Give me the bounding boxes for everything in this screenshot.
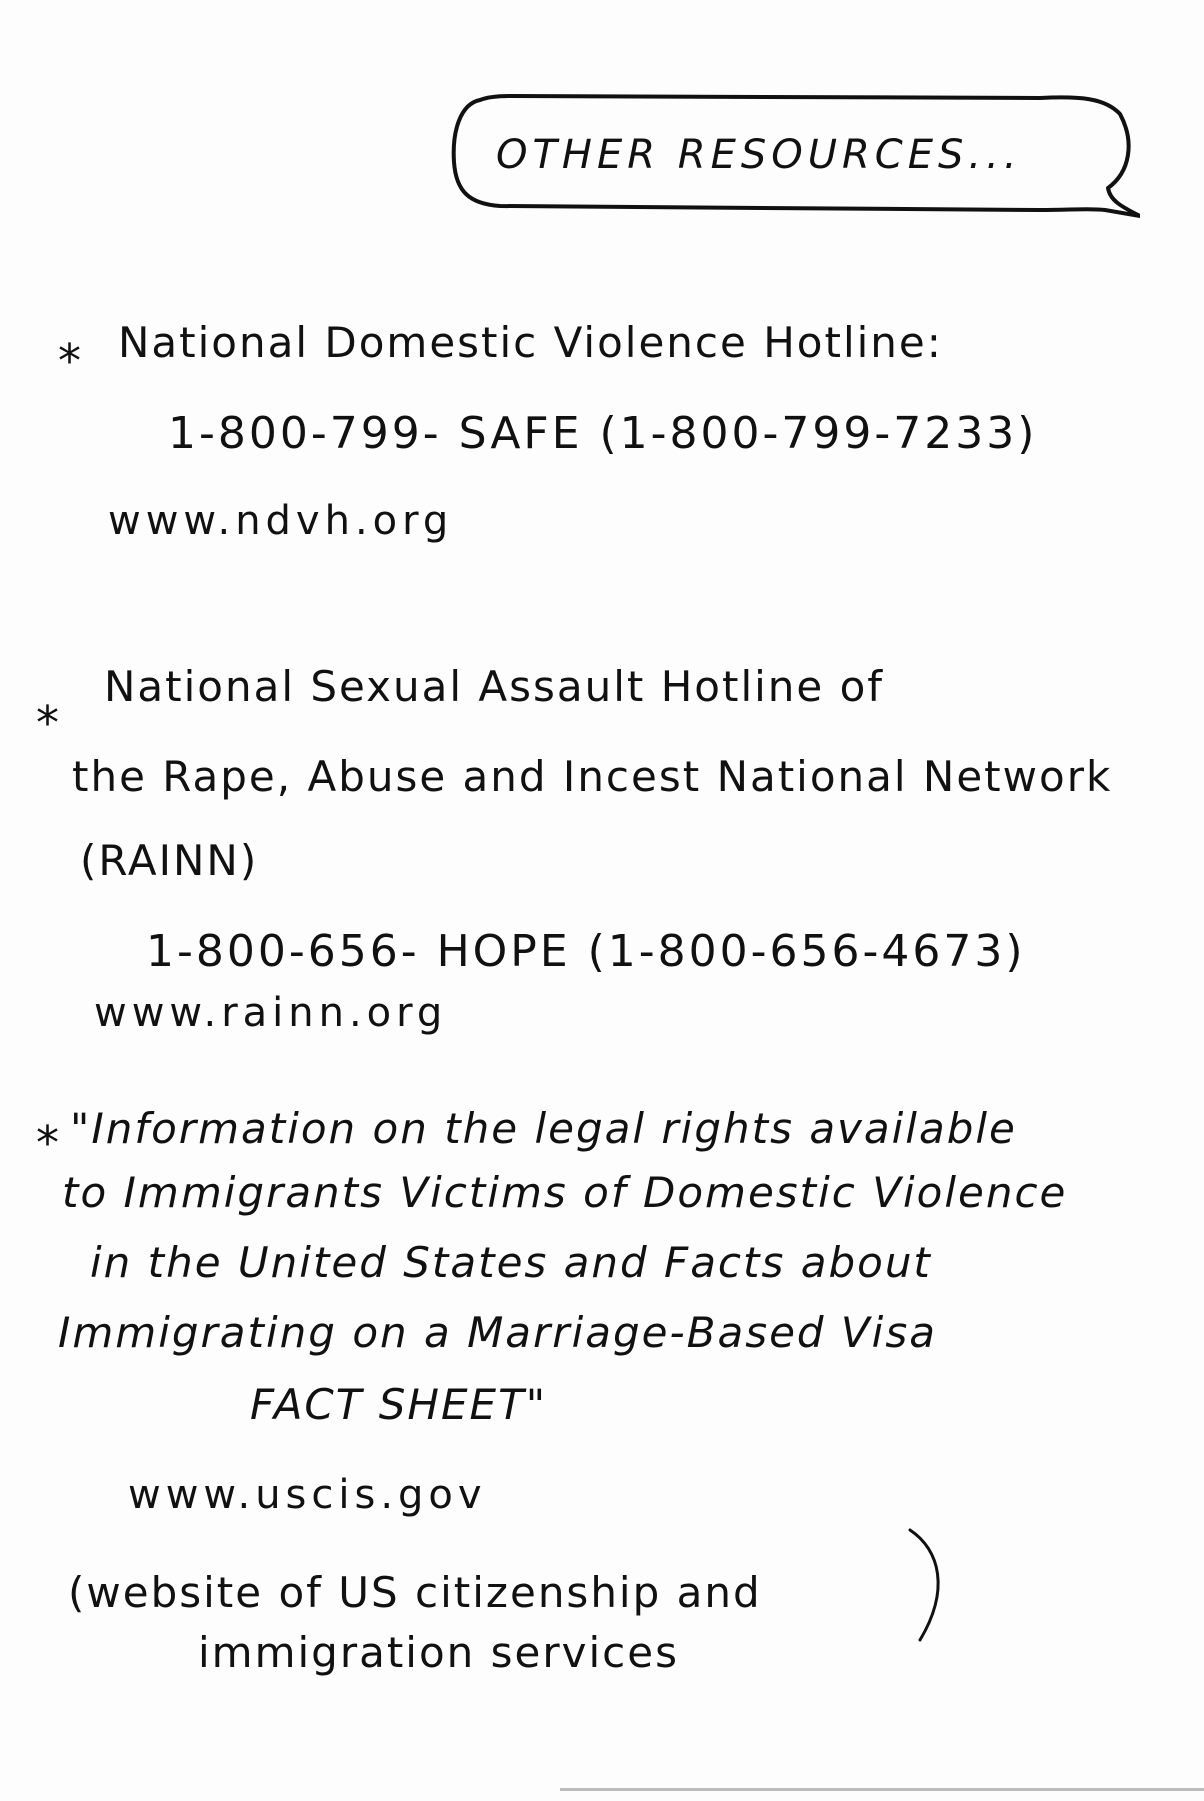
bullet-star-icon: *: [36, 1116, 59, 1170]
resource-3-title-line-1: "Information on the legal rights available: [70, 1104, 1017, 1153]
resource-2-title-line-3: (RAINN): [80, 836, 259, 885]
bullet-star-icon: *: [36, 696, 59, 750]
resource-3-title-line-3: in the United States and Facts about: [90, 1238, 932, 1287]
resource-3-title-line-2: to Immigrants Victims of Domestic Violence: [62, 1168, 1068, 1217]
resource-2-url[interactable]: www.rainn.org: [94, 990, 448, 1036]
closing-parenthesis-icon: [900, 1520, 960, 1650]
resource-2-title-line-1: National Sexual Assault Hotline of: [104, 662, 885, 711]
resource-3-title-line-4: Immigrating on a Marriage-Based Visa: [58, 1308, 937, 1357]
resource-3-url[interactable]: www.uscis.gov: [128, 1472, 487, 1518]
resource-1-url[interactable]: www.ndvh.org: [108, 498, 454, 544]
bullet-star-icon: *: [58, 334, 81, 388]
resource-3-note-line-1: (website of US citizenship and: [68, 1568, 762, 1617]
heading-bubble: [440, 92, 1140, 222]
resource-2-title-line-2: the Rape, Abuse and Incest National Network: [72, 752, 1113, 801]
resource-1-phone: 1-800-799- SAFE (1-800-799-7233): [168, 408, 1038, 459]
resource-3-title-line-5: FACT SHEET": [250, 1380, 548, 1429]
resource-3-note-line-2: immigration services: [198, 1628, 679, 1677]
page-edge-divider: [560, 1788, 1204, 1791]
heading-title: OTHER RESOURCES...: [496, 132, 1022, 178]
resource-2-phone: 1-800-656- HOPE (1-800-656-4673): [146, 926, 1026, 977]
resource-1-title: National Domestic Violence Hotline:: [118, 318, 943, 367]
